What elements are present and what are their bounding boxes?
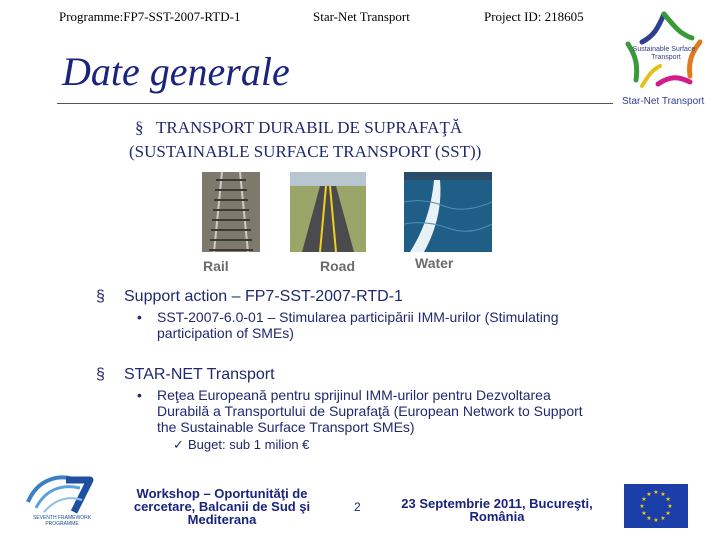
water-photo <box>404 172 492 252</box>
bullet-text-1: Support action – FP7-SST-2007-RTD-1 <box>124 288 403 305</box>
eu-star-icon: ★ <box>646 490 652 498</box>
road-caption: Road <box>320 258 355 274</box>
footer-event <box>114 487 330 526</box>
road-photo-icon <box>290 172 366 252</box>
eu-star-icon: ★ <box>665 510 671 517</box>
bullet-text-2: STAR-NET Transport <box>124 366 275 383</box>
eu-star-icon: ★ <box>646 515 652 523</box>
sub-bullet-line-1b: participation of SMEs) <box>157 325 294 341</box>
sub-bullet-line-2c: the Sustainable Surface Transport SMEs) <box>157 419 415 435</box>
water-photo-icon <box>404 172 492 252</box>
subtitle-line-1: TRANSPORT DURABIL DE SUPRAFAŢĂ <box>156 118 463 137</box>
bullet-marker-2: § <box>96 366 105 383</box>
star-net-logo <box>614 6 714 110</box>
footer-date-line-2: România <box>469 509 525 524</box>
eu-star-icon: ★ <box>660 490 666 498</box>
logo-inner-text-2: Transport <box>651 54 681 61</box>
sub-bullet-line-1a: SST-2007-6.0-01 – Stimularea participării IMM-urilor (Stimulating <box>157 309 559 325</box>
fp7-logo-icon <box>20 472 102 516</box>
eu-star-icon: ★ <box>641 510 647 517</box>
eu-flag <box>624 484 688 528</box>
rail-photo <box>202 172 260 252</box>
footer-event-line-3: Mediterana <box>187 512 257 527</box>
footer-date <box>386 497 608 523</box>
subtitle-bullet: § <box>135 118 144 137</box>
programme-label: Programme:FP7-SST-2007-RTD-1 <box>59 9 241 24</box>
title-divider <box>57 103 613 104</box>
page-number: 2 <box>354 500 361 514</box>
project-name-label: Star-Net Transport <box>313 9 410 24</box>
eu-star-icon: ★ <box>653 489 659 496</box>
sub-bullet-line-2b: Durabilă a Transportului de Suprafaţă (European Network to Support <box>157 403 583 419</box>
project-id-label: Project ID: 218605 <box>484 9 584 24</box>
sub-bullet-marker-1: • <box>137 309 142 325</box>
page-title: Date generale <box>62 49 290 94</box>
sub-bullet-line-2a: Reţea Europeană pentru sprijinul IMM-urilor pentru Dezvoltarea <box>157 387 551 403</box>
road-photo <box>290 172 366 252</box>
fp7-logo <box>20 472 102 528</box>
water-caption: Water <box>415 255 454 271</box>
eu-star-icon: ★ <box>660 515 666 523</box>
eu-star-icon: ★ <box>665 496 671 503</box>
fp7-logo-text-2: PROGRAMME <box>45 521 79 527</box>
check-icon: ✓ <box>173 437 184 452</box>
logo-caption: Star-Net Transport <box>622 96 705 107</box>
eu-star-icon: ★ <box>667 503 673 510</box>
bullet-marker-1: § <box>96 288 105 305</box>
footer-date-line-1: 23 Septembrie 2011, Bucureşti, <box>401 496 593 511</box>
eu-star-icon: ★ <box>639 503 645 510</box>
footer-event-line-1: Workshop – Oportunităţi de <box>136 486 308 501</box>
logo-inner-text-1: Sustainable Surface <box>632 46 696 53</box>
eu-star-icon: ★ <box>653 517 659 524</box>
star-logo-icon <box>614 6 714 110</box>
rail-caption: Rail <box>203 258 229 274</box>
eu-star-icon: ★ <box>641 496 647 503</box>
budget-text: Buget: sub 1 milion € <box>188 437 310 452</box>
fp7-logo-text-1: SEVENTH FRAMEWORK <box>32 515 92 521</box>
rail-photo-icon <box>202 172 260 252</box>
subtitle-line-2: (SUSTAINABLE SURFACE TRANSPORT (SST)) <box>129 142 482 161</box>
eu-flag-icon <box>624 484 688 528</box>
footer-event-line-2: cercetare, Balcanii de Sud şi <box>133 499 311 514</box>
sub-bullet-marker-2: • <box>137 387 142 403</box>
